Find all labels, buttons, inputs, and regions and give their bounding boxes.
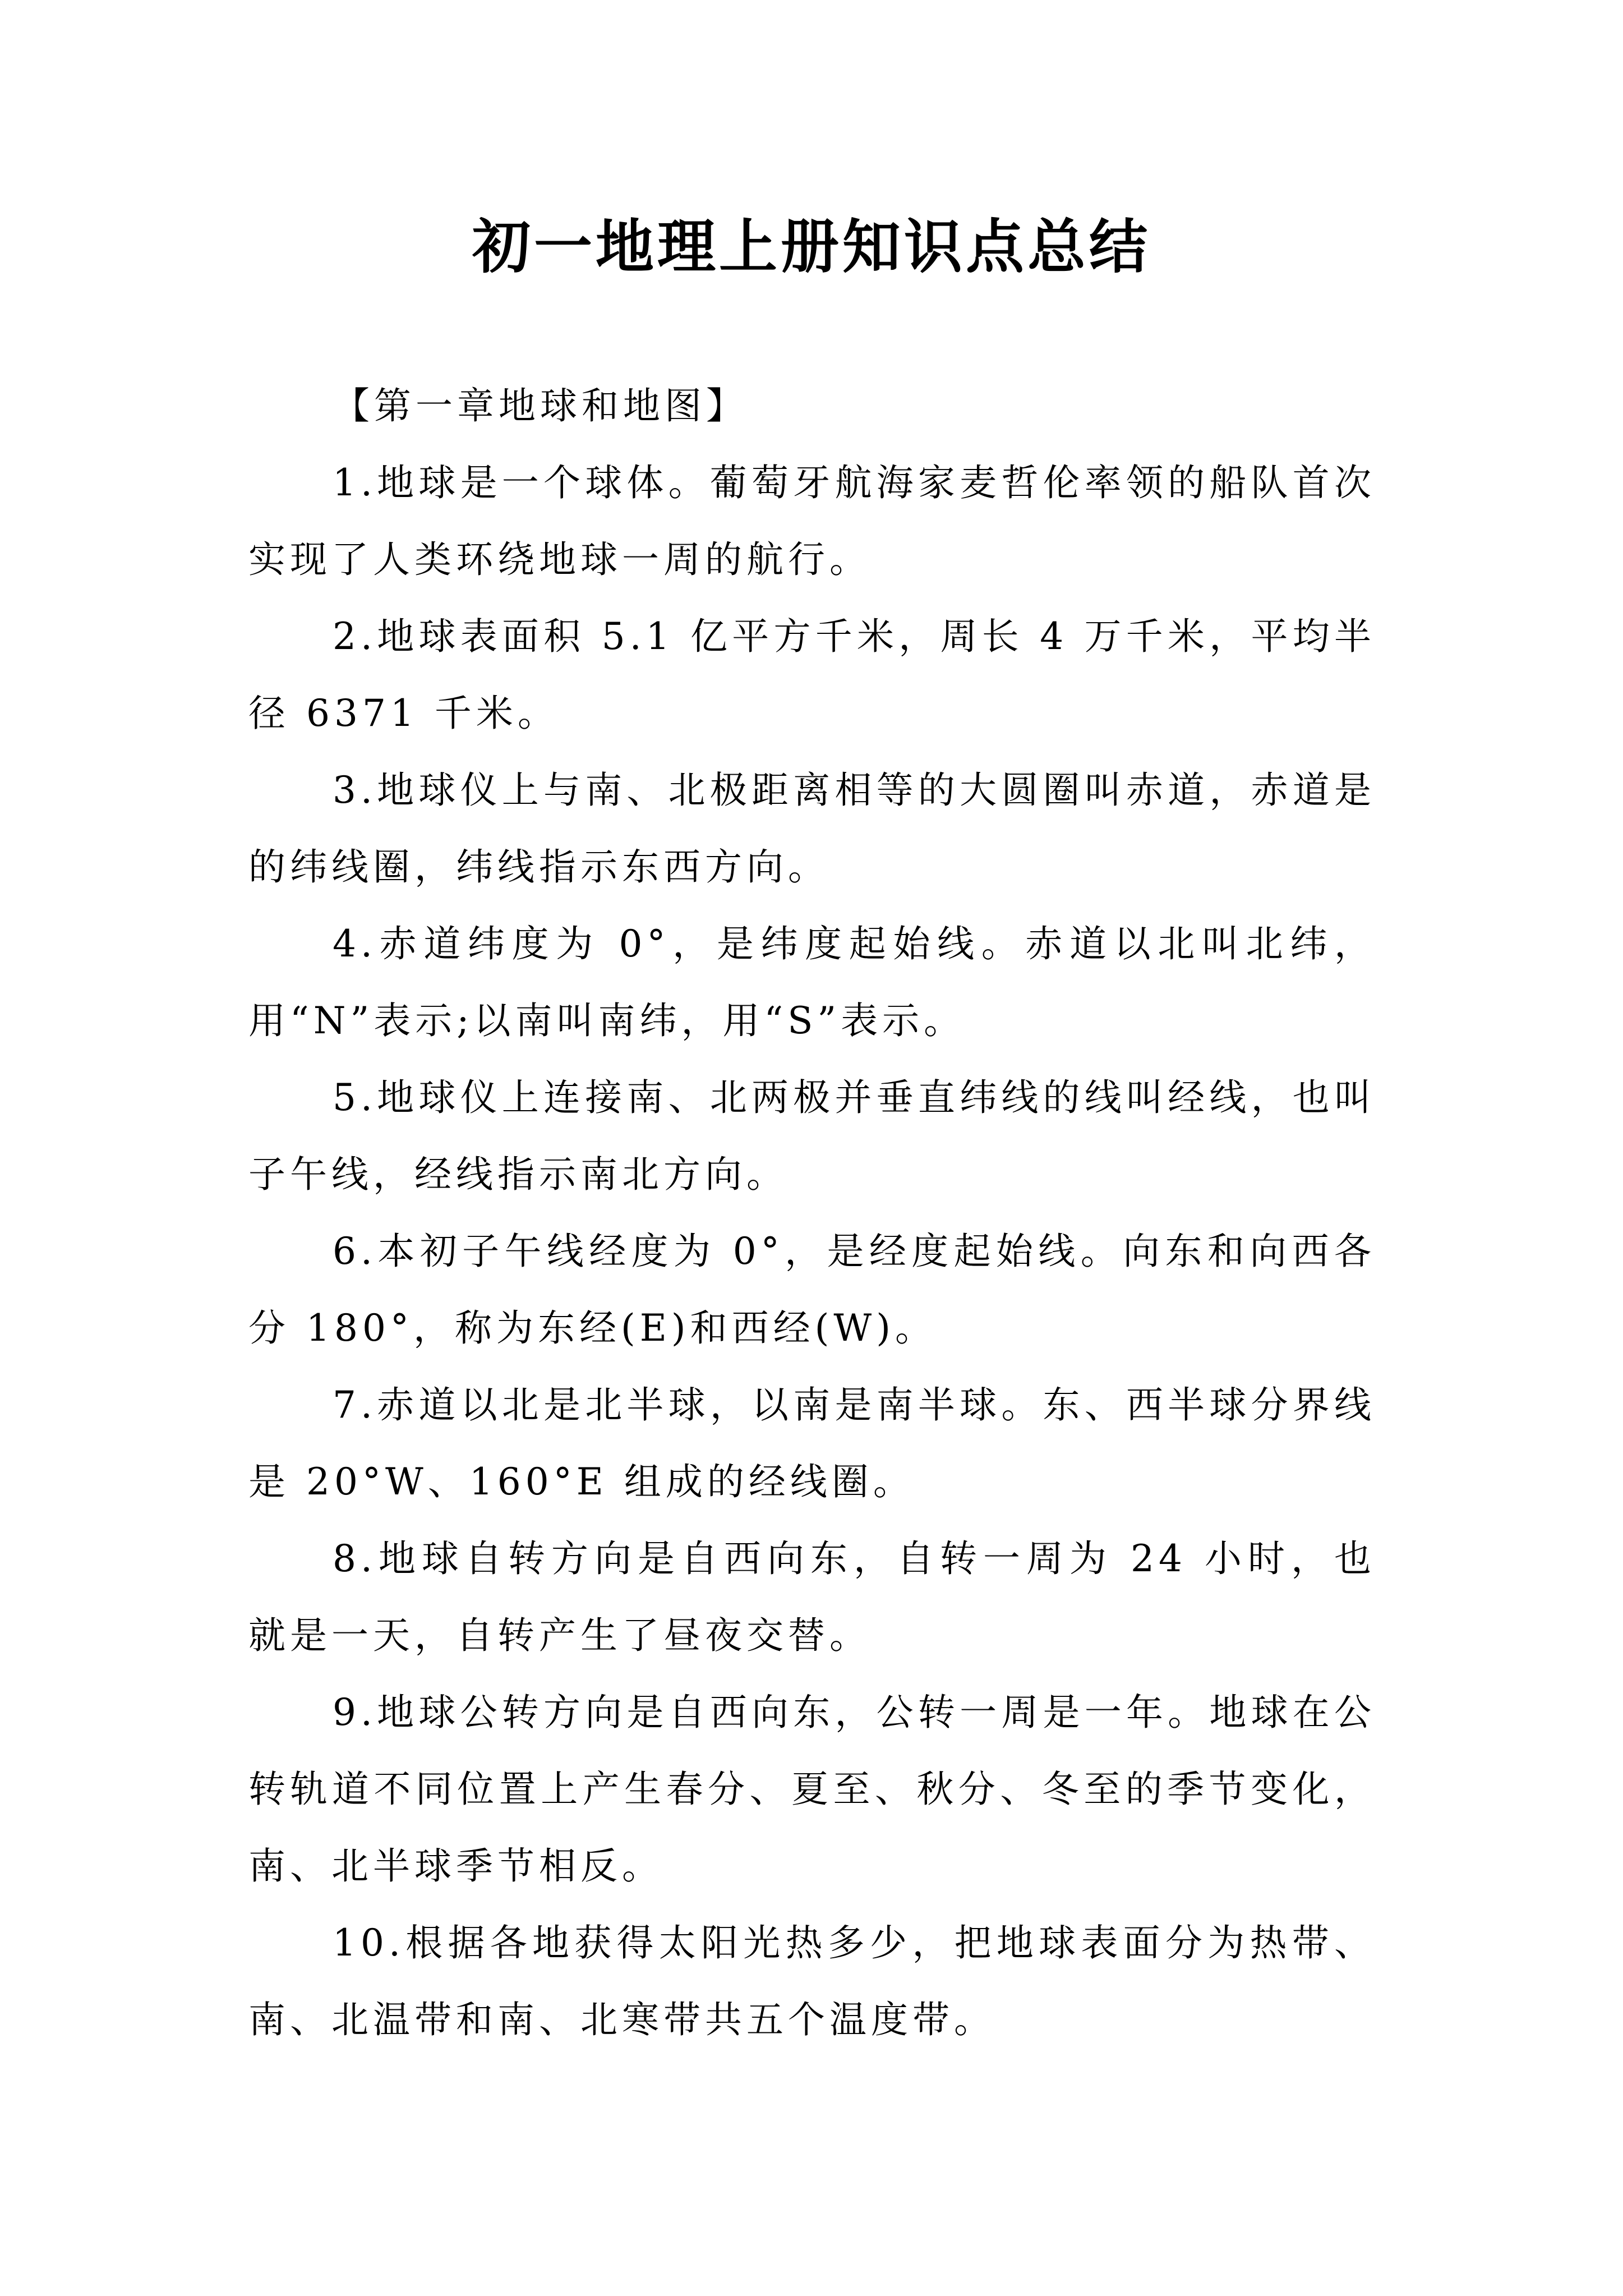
paragraph-3: 3.地球仪上与南、北极距离相等的大圆圈叫赤道，赤道是的纬线圈，纬线指示东西方向。: [248, 769, 1376, 889]
paragraph-4: 4.赤道纬度为 0°，是纬度起始线。赤道以北叫北纬，用“N”表示;以南叫南纬，用“S”表示。: [248, 922, 1376, 1042]
paragraph-1: 1.地球是一个球体。葡萄牙航海家麦哲伦率领的船队首次实现了人类环绕地球一周的航行。: [248, 461, 1376, 581]
paragraph-8: 8.地球自转方向是自西向东，自转一周为 24 小时，也就是一天，自转产生了昼夜交替。: [248, 1537, 1376, 1657]
paragraph-10: 10.根据各地获得太阳光热多少，把地球表面分为热带、南、北温带和南、北寒带共五个温度带。: [248, 1921, 1376, 2041]
chapter-heading: 【第一章地球和地图】: [333, 384, 748, 427]
paragraph-9: 9.地球公转方向是自西向东，公转一周是一年。地球在公转轨道不同位置上产生春分、夏至、秋分、冬至的季节变化，南、北半球季节相反。: [248, 1691, 1376, 1888]
paragraph-5: 5.地球仪上连接南、北两极并垂直纬线的线叫经线，也叫子午线，经线指示南北方向。: [248, 1076, 1376, 1196]
document-body: [248, 367, 1376, 2058]
page-title: 初一地理上册知识点总结: [472, 212, 1151, 281]
paragraph-2: 2.地球表面积 5.1 亿平方千米，周长 4 万千米，平均半径 6371 千米。: [248, 615, 1376, 735]
paragraph-7: 7.赤道以北是北半球，以南是南半球。东、西半球分界线是 20°W、160°E 组成的经线圈。: [248, 1383, 1376, 1503]
paragraph-6: 6.本初子午线经度为 0°，是经度起始线。向东和向西各分 180°，称为东经(E)和西经(W)。: [248, 1230, 1376, 1350]
